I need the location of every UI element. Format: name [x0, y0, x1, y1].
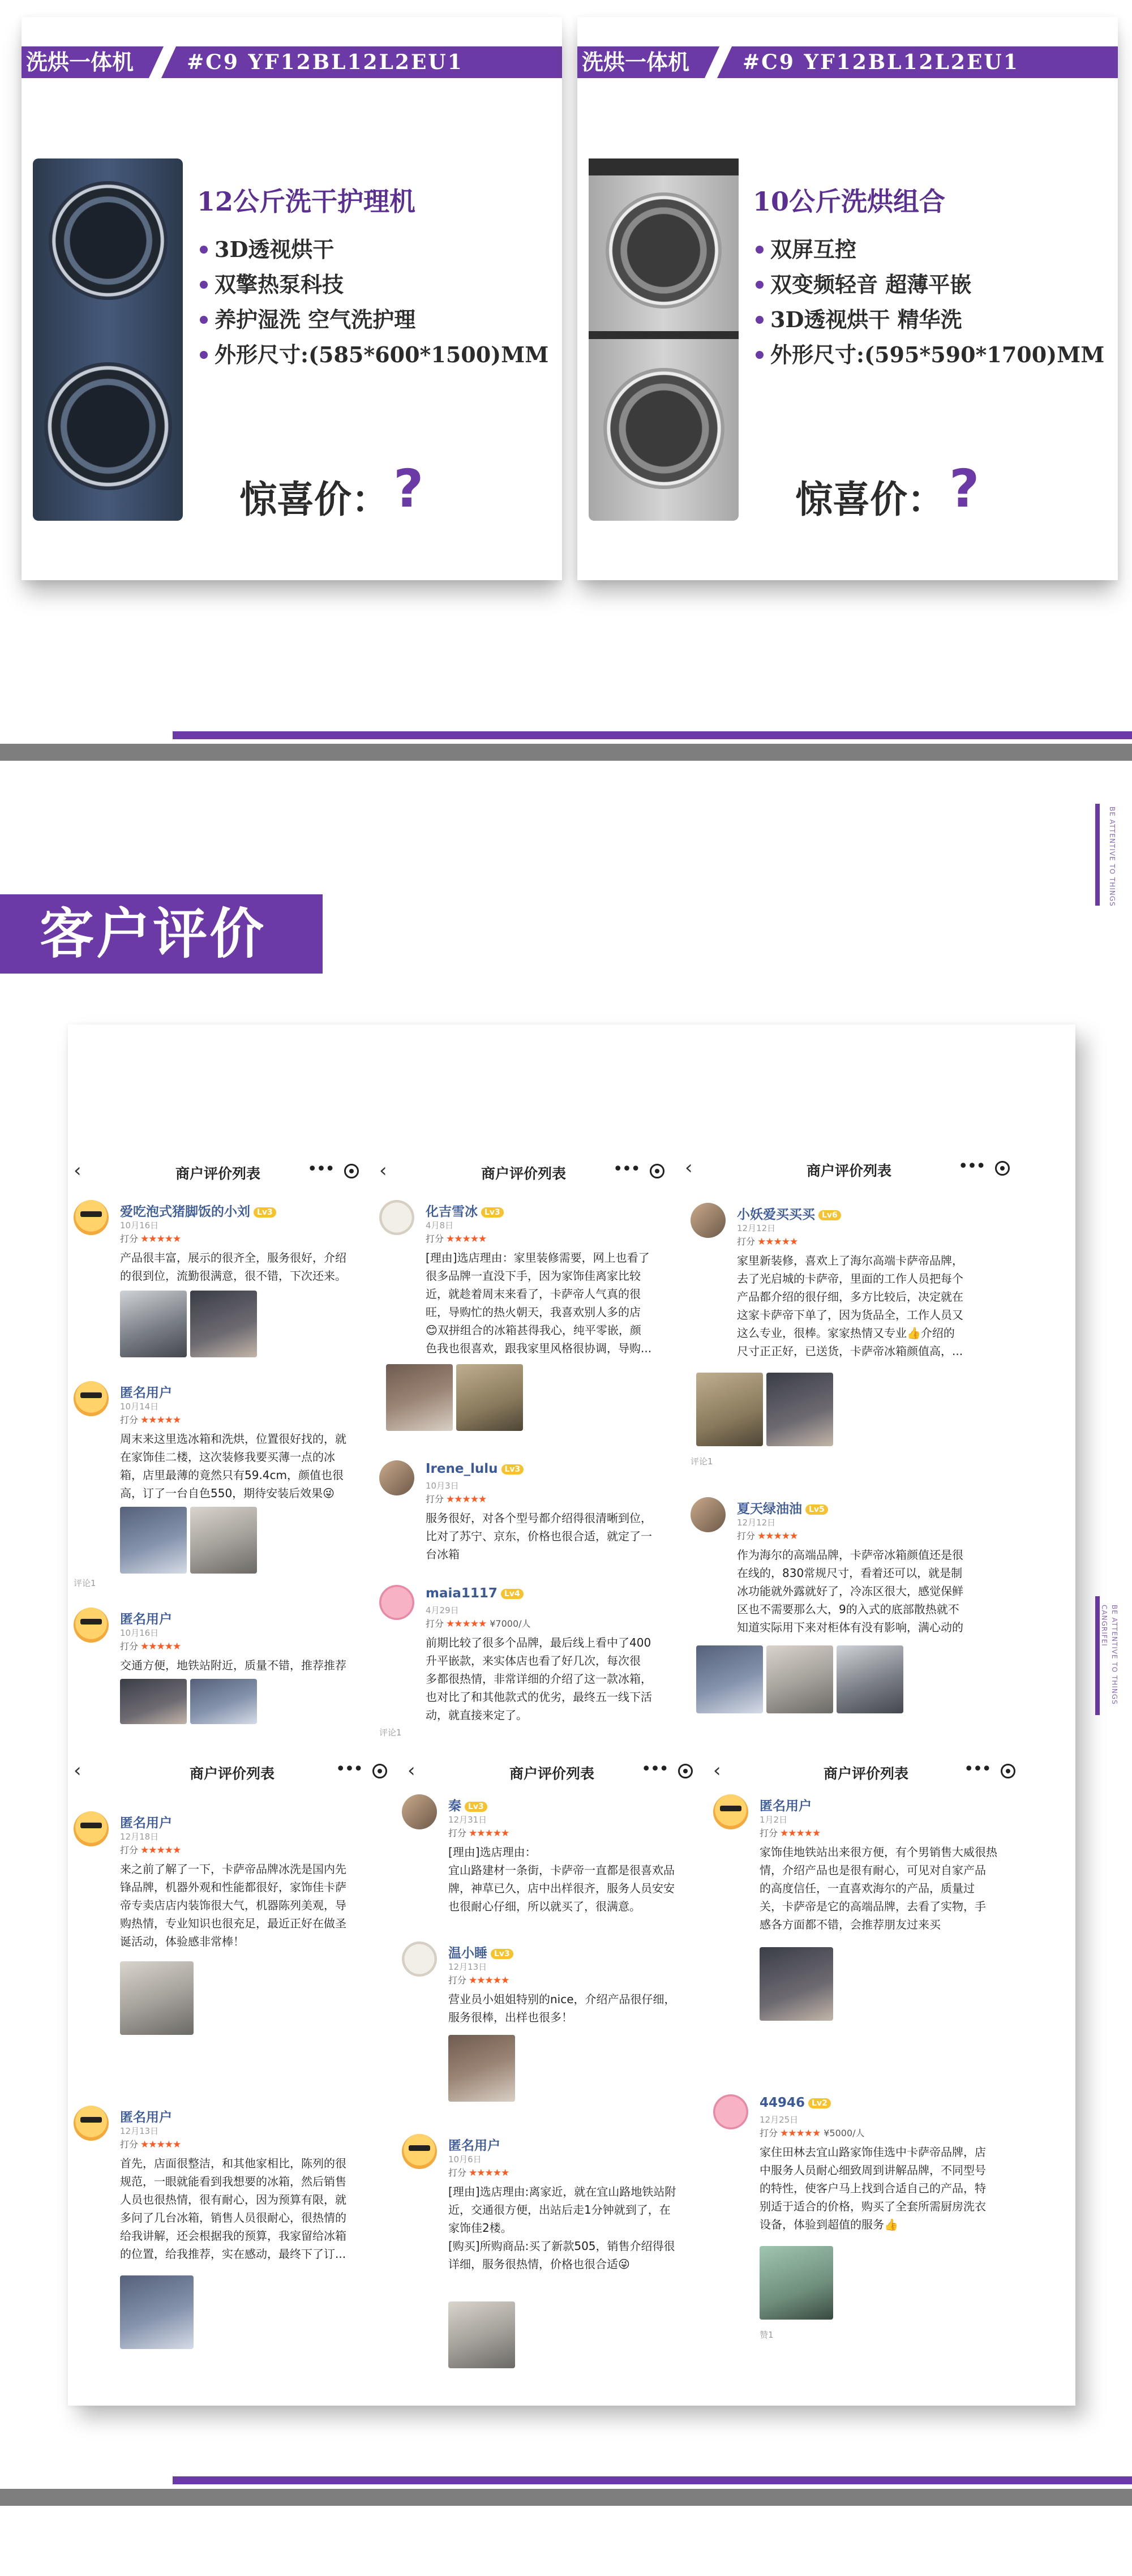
product-category: 洗烘一体机: [577, 46, 710, 78]
review-score: 打分 ★★★★★: [426, 1233, 487, 1245]
target-icon[interactable]: [678, 1764, 693, 1778]
review-score: 打分 ★★★★★: [426, 1494, 487, 1505]
user-avatar[interactable]: [713, 2094, 748, 2129]
feature-item: 3D透视烘干 精华洗: [756, 302, 1104, 337]
review-photo[interactable]: [120, 2275, 194, 2349]
review-date: 4月8日: [426, 1220, 454, 1231]
level-badge: Lv4: [501, 1589, 524, 1599]
review-panel-3: [679, 1152, 1019, 1726]
back-icon[interactable]: ‹: [74, 1159, 82, 1182]
product-title: 12公斤洗干护理机: [197, 186, 416, 217]
side-caption: BE ATTENTIVE TO THINGS: [1110, 1605, 1118, 1705]
review-text: 服务很好，对各个型号都介绍得很清晰到位， 比对了苏宁、京东，价格也很合适，就定了一 台冰箱: [426, 1511, 652, 1561]
target-icon[interactable]: [1001, 1764, 1015, 1778]
price-per-person: ¥7000/人: [490, 1618, 531, 1629]
review-photo[interactable]: [760, 1947, 833, 2021]
target-icon[interactable]: [650, 1164, 664, 1178]
review-date: 12月13日: [448, 1962, 487, 1972]
review-username[interactable]: Irene_lulu Lv3: [426, 1461, 524, 1476]
back-icon[interactable]: ‹: [685, 1156, 693, 1179]
review-text: [理由]选店理由:离家近，就在宜山路地铁站附 近，交通很方便，出站后走1分钟就到了，在 家饰佳2楼。 [购买]所购商品:买了新款505，销售介绍得很 详细，服务很热情，价格也很合适😜: [448, 2185, 676, 2271]
product-category: 洗烘一体机: [22, 46, 155, 78]
review-text: 首先，店面很整洁，和其他家相比，陈列的很 规范，一眼就能看到我想要的冰箱，然后销售 人员也很热情，很有耐心，因为预算有限，就 多问了几台冰箱，销售人员很耐心，很热情的 给我讲解，还会根据我的预算，我家留给冰箱 的位置，给我推荐，实在感动，最终下了订...: [120, 2157, 346, 2261]
top-control-strip: [589, 158, 739, 175]
panel-header: [68, 1155, 368, 1189]
comment-count[interactable]: 评论1: [691, 1456, 713, 1467]
panel-header: [374, 1155, 674, 1189]
review-score: 打分 ★★★★★: [760, 1828, 821, 1839]
review-username[interactable]: 匿名用户: [120, 1386, 172, 1400]
review-text: 来之前了解了一下，卡萨帝品牌冰洗是国内先 锋品牌，机器外观和性能都很好，家饰佳卡萨 帝专卖店店内装饰很大气，机器陈列美观，导 购热情，专业知识也很充足，最近正好在做圣 诞活动，体验感非常棒！: [120, 1862, 346, 1948]
panel-header: [68, 1755, 396, 1789]
review-text: 交通方便，地铁站附近，质量不错，推荐推荐: [120, 1658, 346, 1672]
review-date: 12月25日: [760, 2115, 799, 2125]
user-avatar[interactable]: [74, 2106, 109, 2141]
star-rating: ★★★★★: [757, 1236, 798, 1248]
review-username[interactable]: 匿名用户: [120, 2110, 172, 2125]
user-avatar[interactable]: [691, 1497, 726, 1532]
star-rating: ★★★★★: [469, 1975, 509, 1986]
review-panel-4: [68, 1755, 396, 2372]
review-date: 10月14日: [120, 1401, 159, 1412]
stack-divider: [589, 331, 739, 339]
like-count[interactable]: 赞1: [760, 2330, 774, 2340]
panel-title: 商户评价列表: [823, 1765, 908, 1782]
review-text: 家住田林去宜山路家饰佳选中卡萨帝品牌，店 中服务人员耐心细致周到讲解品牌，不同型号 的特性，使客户马上找到合适自己的产品，特 别适于适合的价格，购买了全套所需厨房洗衣 设备，体验到超值的服务👍: [760, 2145, 986, 2231]
feature-list: [200, 232, 548, 372]
user-avatar[interactable]: [713, 1794, 748, 1829]
review-screenshot-collage: [68, 1025, 1075, 2406]
star-rating: ★★★★★: [140, 1845, 181, 1856]
product-header-bar: [577, 46, 1118, 78]
review-photo[interactable]: [837, 1645, 903, 1713]
star-rating: ★★★★★: [446, 1233, 487, 1245]
review-text: 产品很丰富，展示的很齐全，服务很好，介绍 的很到位，流勤很满意，很不错，下次还来。: [120, 1251, 346, 1283]
star-rating: ★★★★★: [780, 1828, 821, 1839]
review-username[interactable]: 小妖爱买买买 Lv6: [737, 1204, 841, 1223]
panel-title: 商户评价列表: [175, 1165, 260, 1182]
washer-dryer-image: [33, 158, 183, 521]
review-score: 打分 ★★★★★: [448, 1828, 509, 1839]
review-username[interactable]: 温小睡 Lv3: [448, 1943, 513, 1961]
review-date: 10月16日: [120, 1628, 159, 1638]
review-score: 打分 ★★★★★: [120, 1415, 181, 1426]
bullet-icon: [200, 246, 208, 254]
panel-title: 商户评价列表: [189, 1765, 275, 1782]
bullet-icon: [200, 351, 208, 359]
review-date: 10月3日: [426, 1481, 459, 1491]
review-photo[interactable]: [766, 1373, 833, 1446]
review-photo[interactable]: [386, 1364, 453, 1431]
review-date: 10月6日: [448, 2154, 482, 2164]
comment-count[interactable]: 评论1: [74, 1578, 96, 1588]
section-divider-accent: [173, 2476, 1132, 2484]
surprise-price: 惊喜价：?: [239, 458, 424, 521]
review-username[interactable]: 44946 Lv2: [760, 2095, 831, 2110]
review-date: 12月12日: [737, 1223, 776, 1233]
review-item: [74, 1608, 362, 1726]
back-icon[interactable]: ‹: [408, 1759, 415, 1782]
section-divider: [0, 744, 1132, 761]
level-badge: Lv6: [818, 1210, 841, 1220]
review-score: 打分 ★★★★★ ¥5000/人: [760, 2128, 865, 2139]
review-text: 前期比较了很多个品牌，最后线上看中了400 升平嵌款，来实体店也看了好几次，每次很 多都很热情，非常详细的介绍了这一款冰箱， 也对比了和其他款式的优劣，最终五一线下活 动，就直接来定了。: [426, 1636, 652, 1722]
panel-title: 商户评价列表: [481, 1165, 566, 1182]
feature-item: 双变频轻音 超薄平嵌: [756, 267, 1104, 302]
side-caption: CANGRIFEI: [1100, 1605, 1108, 1647]
back-icon[interactable]: ‹: [713, 1759, 721, 1782]
review-date: 12月18日: [120, 1832, 159, 1842]
review-panel-5: [402, 1755, 702, 2372]
user-avatar[interactable]: [379, 1460, 414, 1495]
panel-title: 商户评价列表: [509, 1765, 594, 1782]
review-date: 10月16日: [120, 1220, 159, 1231]
review-photo[interactable]: [190, 1679, 257, 1724]
product-model: #C9 YF12BL12L2EU1: [187, 50, 464, 74]
price-per-person: ¥5000/人: [824, 2128, 865, 2138]
review-photo[interactable]: [456, 1364, 523, 1431]
review-photo[interactable]: [696, 1645, 763, 1713]
review-score: 打分 ★★★★★: [448, 2167, 509, 2179]
review-score: 打分 ★★★★★: [737, 1236, 798, 1248]
washer-dryer-stack-image: [589, 158, 739, 521]
user-avatar[interactable]: [74, 1381, 109, 1416]
target-icon[interactable]: [344, 1164, 359, 1178]
lower-drum: [44, 362, 172, 490]
star-rating: ★★★★★: [757, 1531, 798, 1542]
side-caption: BE ATTENTIVE TO THINGS: [1108, 807, 1116, 907]
feature-item: 外形尺寸:(595*590*1700)MM: [756, 337, 1104, 372]
review-score: 打分 ★★★★★: [448, 1975, 509, 1986]
review-date: 1月2日: [760, 1815, 788, 1825]
review-item: [691, 1203, 1013, 1486]
review-text: 作为海尔的高端品牌，卡萨帝冰箱颜值还是很 在线的，830常规尺寸，看着还可以，就是制 冰功能就外露就好了，冷冻区很大，感觉保鲜 区也不需要那么大，9的入式的底部散热就不 知道实际用下来对柜体有没有影响，满心动的: [737, 1548, 963, 1634]
review-score: 打分 ★★★★★: [120, 1233, 181, 1245]
review-username[interactable]: 夏天绿油油 Lv5: [737, 1498, 828, 1517]
review-photo[interactable]: [766, 1645, 833, 1713]
section-title: 客户评价: [0, 894, 323, 974]
review-item: [379, 1460, 671, 1574]
review-photo[interactable]: [190, 1507, 257, 1574]
review-score: 打分 ★★★★★ ¥7000/人: [426, 1618, 531, 1630]
review-item: [713, 1794, 1022, 2077]
review-item: [74, 2106, 391, 2372]
review-photo[interactable]: [120, 1291, 187, 1357]
upper-drum: [49, 181, 168, 300]
target-icon[interactable]: [372, 1764, 387, 1778]
review-date: 12月12日: [737, 1518, 776, 1528]
review-text: 家里新装修，喜欢上了海尔高端卡萨帝品牌， 去了光启城的卡萨帝，里面的工作人员把每个 产品都介绍的很仔细，多方比较后，决定就在 这家卡萨帝下单了，因为货品全，工作人员又 这么专业，很棒。家家热情又专业👍介绍的 尺寸正正好，已送货，卡萨帝冰箱颜值高，...: [737, 1254, 963, 1358]
product-title: 10公斤洗烘组合: [753, 186, 946, 217]
review-score: 打分 ★★★★★: [737, 1531, 798, 1542]
user-avatar[interactable]: [379, 1585, 414, 1620]
review-item: [402, 1941, 699, 2123]
star-rating: ★★★★★: [446, 1494, 487, 1505]
feature-item: 双擎热泵科技: [200, 267, 548, 302]
review-item: [402, 2134, 699, 2372]
upper-drum: [606, 192, 722, 308]
level-badge: Lv5: [805, 1505, 828, 1515]
bullet-icon: [756, 316, 764, 324]
section-divider: [0, 2489, 1132, 2506]
review-panel-6: [707, 1755, 1024, 2372]
user-avatar[interactable]: [402, 1794, 437, 1829]
star-rating: ★★★★★: [140, 1641, 181, 1652]
review-text: 家饰佳地铁站出来很方便，有个男销售大威很热 情，介绍产品也是很有耐心，可见对自家产品 的高度信任，一直喜欢海尔的产品，质量过 关，卡萨帝是它的高端品牌，去看了实物，手 感各方面都不错，会推荐朋友过来买: [760, 1845, 997, 1931]
user-avatar[interactable]: [74, 1811, 109, 1846]
panel-header: [402, 1755, 702, 1789]
review-photo[interactable]: [696, 1373, 763, 1446]
product-header-bar: [22, 46, 562, 78]
bullet-icon: [756, 246, 764, 254]
level-badge: Lv3: [501, 1464, 524, 1475]
review-score: 打分 ★★★★★: [120, 1845, 181, 1856]
side-accent-line: [1095, 1596, 1100, 1715]
comment-count[interactable]: 评论1: [379, 1728, 402, 1738]
section-divider-accent: [173, 731, 1132, 739]
more-icon[interactable]: •••: [307, 1159, 334, 1179]
side-accent-line: [1095, 804, 1100, 906]
feature-item: 双屏互控: [756, 232, 1104, 267]
bullet-icon: [756, 351, 764, 359]
review-username[interactable]: 秦 Lv3: [448, 1795, 487, 1814]
lower-drum: [603, 368, 724, 489]
star-rating: ★★★★★: [140, 1233, 181, 1245]
level-badge: Lv2: [808, 2098, 831, 2108]
review-item: [74, 1811, 391, 2060]
level-badge: Lv3: [491, 1949, 513, 1959]
review-item: [74, 1381, 362, 1596]
review-text: 周末来这里选冰箱和洗烘，位置很好找的，就 在家饰佳二楼，这次装修我要买薄一点的冰 箱，店里最薄的竟然只有59.4cm，颜值也很 高，订了一台自色550，期待安装后效果😜: [120, 1432, 346, 1500]
review-score: 打分 ★★★★★: [120, 1641, 181, 1652]
panel-title: 商户评价列表: [806, 1163, 891, 1179]
review-photo[interactable]: [448, 2301, 515, 2368]
review-photo[interactable]: [760, 2246, 833, 2320]
feature-list: [756, 232, 1104, 372]
review-item: [74, 1200, 362, 1370]
review-photo[interactable]: [120, 1679, 187, 1724]
level-badge: Lv3: [481, 1207, 504, 1218]
back-icon[interactable]: ‹: [379, 1159, 387, 1182]
review-photo[interactable]: [190, 1291, 257, 1357]
star-rating: ★★★★★: [140, 2139, 181, 2150]
user-avatar[interactable]: [402, 1941, 437, 1977]
product-model: #C9 YF12BL12L2EU1: [743, 50, 1019, 74]
bullet-icon: [756, 281, 764, 289]
review-photo[interactable]: [120, 1507, 187, 1574]
review-username[interactable]: 匿名用户: [120, 1816, 172, 1831]
review-username[interactable]: 化吉雪冰 Lv3: [426, 1201, 504, 1220]
review-date: 4月29日: [426, 1605, 459, 1615]
review-panel-2: [374, 1155, 674, 1738]
user-avatar[interactable]: [379, 1200, 414, 1235]
review-date: 12月31日: [448, 1815, 487, 1825]
bullet-icon: [200, 281, 208, 289]
review-item: [402, 1794, 699, 1930]
user-avatar[interactable]: [74, 1608, 109, 1643]
more-icon[interactable]: •••: [958, 1156, 985, 1176]
product-card-1[interactable]: [22, 17, 562, 580]
more-icon[interactable]: •••: [612, 1159, 640, 1179]
panel-header: [679, 1152, 1019, 1186]
product-card-2[interactable]: [577, 17, 1118, 580]
review-item: [379, 1585, 671, 1738]
review-text: 营业员小姐姐特别的nice，介绍产品很仔细， 服务很棒，出样也很多！: [448, 1992, 676, 2024]
star-rating: ★★★★★: [469, 2167, 509, 2179]
review-item: [379, 1200, 671, 1449]
review-date: 12月13日: [120, 2126, 159, 2136]
review-item: [713, 2094, 1022, 2372]
review-username[interactable]: 爱吃泡式猪脚饭的小刘 Lv3: [120, 1201, 276, 1220]
surprise-price: 惊喜价：?: [795, 458, 980, 521]
review-text: [理由]选店理由： 宜山路建材一条街，卡萨帝一直都是很喜欢品 牌，神草已久，店中出样很齐，服务人员安安 也很耐心仔细，所以就买了，很满意。: [448, 1845, 675, 1913]
panel-header: [707, 1755, 1024, 1789]
review-username[interactable]: 匿名用户: [760, 1799, 812, 1814]
star-rating: ★★★★★: [469, 1828, 509, 1839]
more-icon[interactable]: •••: [335, 1759, 362, 1779]
review-item: [691, 1497, 1013, 1724]
review-photo[interactable]: [120, 1961, 194, 2035]
user-avatar[interactable]: [74, 1200, 109, 1235]
back-icon[interactable]: ‹: [74, 1759, 82, 1782]
level-badge: Lv3: [465, 1802, 487, 1812]
review-panel-1: [68, 1155, 368, 1726]
feature-item: 外形尺寸:(585*600*1500)MM: [200, 337, 548, 372]
more-icon[interactable]: •••: [641, 1759, 668, 1779]
feature-item: 3D透视烘干: [200, 232, 548, 267]
target-icon[interactable]: [995, 1161, 1010, 1176]
review-username[interactable]: maia1117 Lv4: [426, 1586, 524, 1601]
feature-item: 养护湿洗 空气洗护理: [200, 302, 548, 337]
review-score: 打分 ★★★★★: [120, 2139, 181, 2150]
more-icon[interactable]: •••: [963, 1759, 990, 1779]
user-avatar[interactable]: [691, 1203, 726, 1238]
review-username[interactable]: 匿名用户: [448, 2138, 500, 2153]
bullet-icon: [200, 316, 208, 324]
review-text: [理由]选店理由：家里装修需要，网上也看了 很多品牌一直没下手，因为家饰佳离家比较 近，就趁着周末来看了，卡萨帝人气真的很 旺，导购忙的热火朝天，我喜欢别人多的店 😊双拼组合的冰箱甚得我心，纯平零嵌，颜 色我也很喜欢，跟我家里风格很协调，导购...: [426, 1251, 652, 1355]
review-username[interactable]: 匿名用户: [120, 1612, 172, 1627]
user-avatar[interactable]: [402, 2134, 437, 2169]
star-rating: ★★★★★: [140, 1415, 181, 1426]
level-badge: Lv3: [254, 1207, 276, 1218]
star-rating: ★★★★★: [780, 2128, 821, 2139]
star-rating: ★★★★★: [446, 1618, 487, 1630]
review-photo[interactable]: [448, 2035, 515, 2102]
